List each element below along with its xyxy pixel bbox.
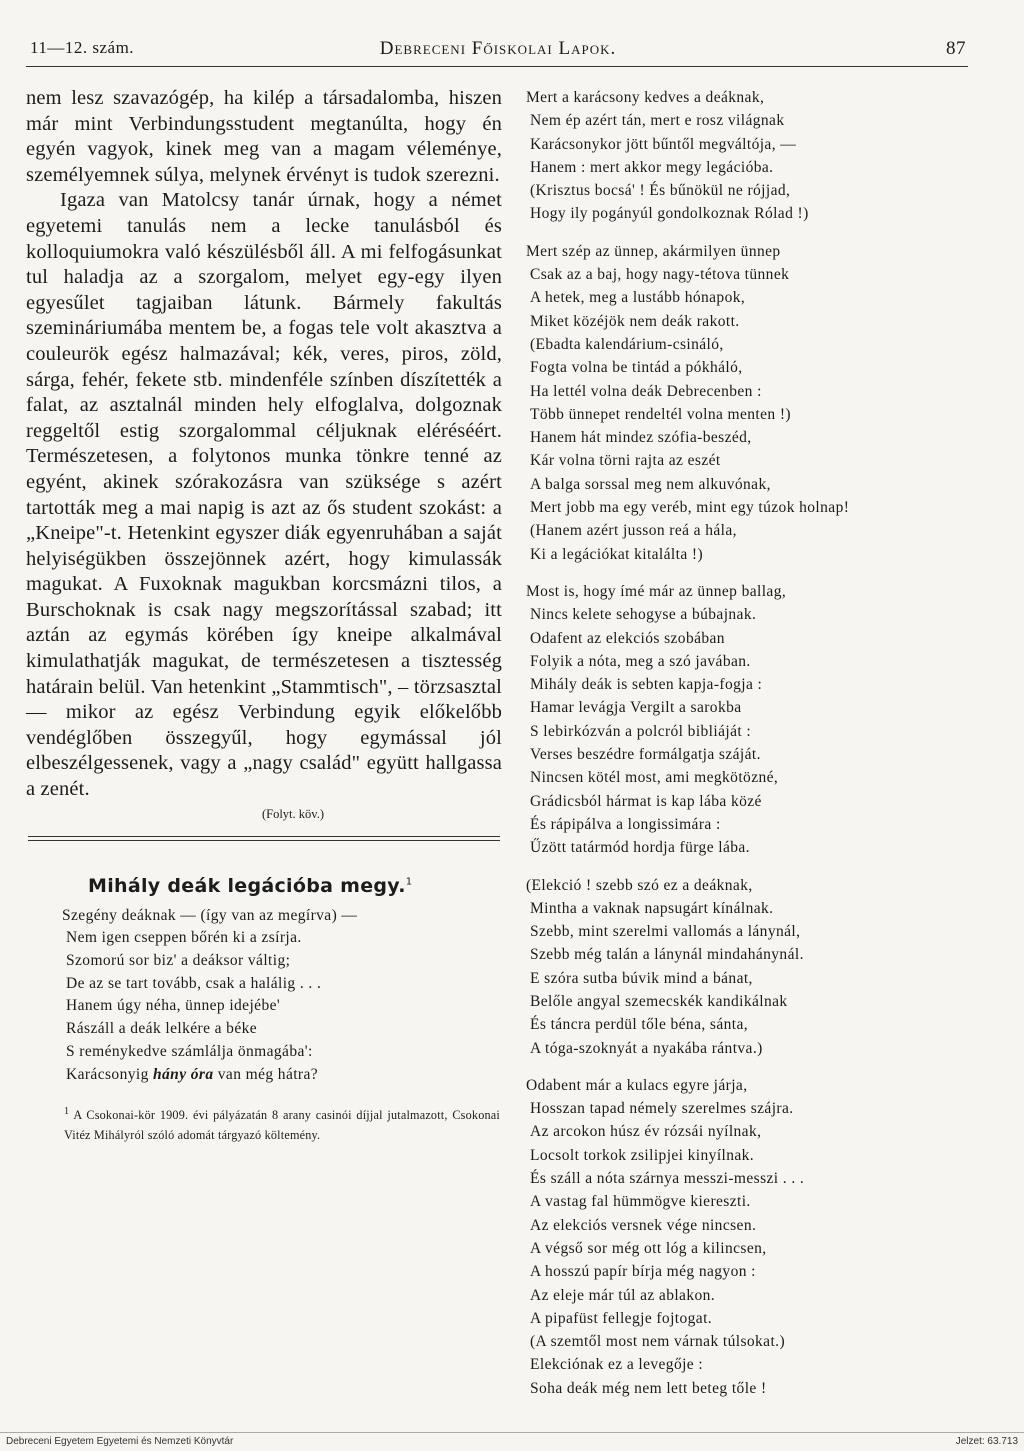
footnote <box>64 1102 500 1145</box>
poem-line: És rápipálva a longissimára : <box>530 815 721 833</box>
poem-line: Hanem úgy néha, ünnep idejébe' <box>66 997 281 1015</box>
poem-line: Kár volna törni rajta az eszét <box>530 452 721 470</box>
poem-line: Nincsen kötél most, ami megkötözné, <box>530 769 779 787</box>
poem-line-emphasis: hány óra <box>153 1065 214 1083</box>
poem-line: Rászáll a deák lelkére a béke <box>66 1020 258 1038</box>
continued-note: (Folyt. köv.) <box>261 806 324 821</box>
poem-line: Több ünnepet rendeltél volna menten !) <box>530 405 791 423</box>
shelf-mark: Jelzet: 63.713 <box>955 1436 1018 1447</box>
poem-line: A vastag fal hümmögve kiereszti. <box>530 1193 751 1211</box>
poem-line: Hosszan tapad némely szerelmes szájra. <box>530 1100 794 1118</box>
footer-rule <box>0 1432 1024 1433</box>
poem-line: Szegény deáknak — (így van az megírva) — <box>62 906 358 924</box>
poem-line: Belőle angyal szemecskék kandikálnak <box>530 992 788 1010</box>
stanza <box>526 580 996 860</box>
poem-line: Most is, hogy ímé már az ünnep ballag, <box>526 582 787 600</box>
poem-line: Nincs kelete sehogyse a búbajnak. <box>530 606 757 624</box>
section-divider <box>28 836 500 841</box>
poem-line: S lebirkózván a polcról bibliáját : <box>530 722 752 740</box>
poem-line: Szebb még talán a lánynál mindahánynál. <box>530 946 804 964</box>
left-column <box>26 86 502 1145</box>
poem-line: E szóra sutba búvik mind a bánat, <box>530 969 753 987</box>
poem-line: A végső sor még ott lóg a kilincsen, <box>530 1239 767 1257</box>
poem-line: Verses beszédre formálgatja száját. <box>530 746 761 764</box>
poem-line: Grádicsból hármat is kap lába közé <box>530 792 762 810</box>
poem-line: Ki a legációkat kitalálta !) <box>530 545 704 563</box>
poem-line: Karácsonykor jött bűntől megváltója, — <box>530 135 797 153</box>
paragraph-1: nem lesz szavazógép, ha kilép a társadalomba, hiszen már mint Verbindungsstudent megtanúlta, hogy én egyén vagyok, kinek meg van a magam véleménye, személyemnek súlya, melynek érvényt is tudok szerezni. <box>26 87 502 186</box>
stanza <box>526 1074 996 1400</box>
stanza <box>526 874 996 1060</box>
poem-title <box>88 875 502 897</box>
poem-line <box>62 1064 502 1087</box>
poem-line: Mert szép az ünnep, akármilyen ünnep <box>526 242 781 260</box>
poem-line-start: Karácsonyig <box>66 1065 149 1083</box>
poem-line: Csak az a baj, hogy nagy-tétova tünnek <box>530 266 790 284</box>
poem-line: (Krisztus bocsá' ! És bűnökül ne rójjad, <box>530 182 791 200</box>
poem-line-end: van még hátra? <box>217 1065 319 1083</box>
poem-line: A tóga-szoknyát a nyakába rántva.) <box>530 1039 763 1057</box>
poem-line: (Ebadta kalendárium-csináló, <box>530 335 724 353</box>
poem-line: Szebb, mint szerelmi vallomás a lánynál, <box>530 923 801 941</box>
poem-opening <box>62 905 502 1087</box>
journal-title: Debreceni Főiskolai Lapok. <box>379 38 617 59</box>
poem-line: Mert a karácsony kedves a deáknak, <box>526 89 765 106</box>
poem-line: De az se tart tovább, csak a halálig . . . <box>66 974 322 992</box>
poem-line: Locsolt torkok zsilipjei kinyílnak. <box>530 1146 755 1164</box>
poem-line: Nem ép azért tán, mert e rosz világnak <box>530 112 785 130</box>
poem-line: Hanem : mert akkor megy legációba. <box>530 158 774 176</box>
right-column <box>526 86 996 1414</box>
stanza <box>526 240 996 566</box>
header-rule <box>26 66 968 67</box>
poem-line: A hosszú papír bírja még nagyon : <box>530 1263 756 1281</box>
poem-line: Mintha a vaknak napsugárt kínálnak. <box>530 899 774 917</box>
issue-number: 11—12. szám. <box>30 38 135 57</box>
poem-line: És száll a nóta szárnya messzi-messzi . . . <box>530 1170 805 1188</box>
poem-line: Hamar levágja Vergilt a sarokba <box>530 699 742 717</box>
poem-line: A pipafüst fellegje fojtogat. <box>530 1309 713 1327</box>
poem-line: Hogy ily pogányúl gondolkoznak Rólad !) <box>530 205 809 223</box>
poem-line: Odabent már a kulacs egyre járja, <box>526 1076 748 1094</box>
page-number: 87 <box>946 38 966 59</box>
poem-line: S reménykedve számlálja önmagába': <box>66 1042 313 1060</box>
poem-line: Soha deák még nem lett beteg tőle ! <box>530 1379 767 1397</box>
poem-line: A hetek, meg a lustább hónapok, <box>530 289 746 307</box>
poem-line: Az eleje már túl az ablakon. <box>530 1286 716 1304</box>
poem-line: Mert jobb ma egy veréb, mint egy túzok holnap! <box>530 499 850 517</box>
poem-line: Nem igen cseppen bőrén ki a zsírja. <box>66 929 302 947</box>
poem-line: Miket közéjök nem deák rakott. <box>530 312 740 330</box>
poem-line: Szomorú sor biz' a deáksor váltig; <box>66 952 291 970</box>
stanza <box>526 86 996 226</box>
poem-line: Hanem hát mindez szófia-beszéd, <box>530 429 752 447</box>
poem-line: Az elekciós versnek vége nincsen. <box>530 1216 757 1234</box>
poem-line: Folyik a nóta, meg a szó javában. <box>530 652 751 670</box>
poem-line: Ha lettél volna deák Debrecenben : <box>530 382 762 400</box>
footnote-text: A Csokonai-kör 1909. évi pályázatán 8 arany casinói díjjal jutalmazott, Csokonai Vitéz Mihályról szóló adomát tárgyazó költemény. <box>64 1108 500 1143</box>
poem-line: A balga sorssal meg nem alkuvónak, <box>530 475 771 493</box>
poem-line: Mihály deák is sebten kapja-fogja : <box>530 676 763 694</box>
poem-line: És táncra perdül tőle béna, sánta, <box>530 1016 749 1034</box>
poem-line: Odafent az elekciós szobában <box>530 629 725 647</box>
poem-line: Űzött tatármód hordja fürge lába. <box>530 839 750 857</box>
footnote-ref: 1 <box>405 876 413 888</box>
paragraph-2: Igaza van Matolcsy tanár úrnak, hogy a német egyetemi tanulás nem a lecke tanulásból és kolloquiumokra való készülésből áll. A mi felfogásunkat tul haladja az a szorgalom, melyet egy-egy ilyen egyesűlet tagjaiban látunk. Bármely fakultás szemináriumába mentem be, a fogas tele volt akasztva a couleurök egész halmazával; kék, veres, piros, zöld, sárga, fehér, fekete stb. mindenféle színben díszítették a falat, az asztalnál minden hely elfoglalva, dolgoznak reggeltől estig szorgalommal céljuknak eléréséért. Természetesen, a folytonos munka tönkre tenné az egyént, akinek szórakozásra van szüksége s azért tartották meg a mai napig is azt az ős student szokást: a „Kneipe"-t. Hetenkint egyszer diák egyenruhában a saját helyiségükben összejönnek azért, hogy kimulassák magukat. A Fuxoknak magukban korcsmázni tilos, a Burschoknak is csak nagy megszorítással szabad; itt aztán az egymás körében így kneipe alkalmával kimulathatják magukat, de természetesen a tisztesség határain belül. Van hetenkint „Stammtisch", – törzsasztal — mikor az egész Verbindung egyik előkelőbb vendéglőben összegyűl, hogy egymással jól elbeszélgessenek, vagy a „nagy család" együtt hallgassa a zenét. <box>26 189 502 801</box>
poem-title-text: Mihály deák legációba megy. <box>88 874 406 897</box>
footnote-mark: 1 <box>64 1106 70 1118</box>
poem-line: (Elekció ! szebb szó ez a deáknak, <box>526 876 753 894</box>
running-header <box>30 38 966 68</box>
poem-line: (A szemtől most nem várnak túlsokat.) <box>530 1333 786 1351</box>
poem-line: (Hanem azért jusson reá a hála, <box>530 522 737 540</box>
poem-line: Fogta volna be tintád a pókháló, <box>530 359 743 377</box>
library-credit: Debreceni Egyetem Egyetemi és Nemzeti Könyvtár <box>6 1436 234 1447</box>
poem-line: Elekciónak ez a levegője : <box>530 1356 704 1374</box>
poem-line: Az arcokon húsz év rózsái nyílnak, <box>530 1123 762 1141</box>
